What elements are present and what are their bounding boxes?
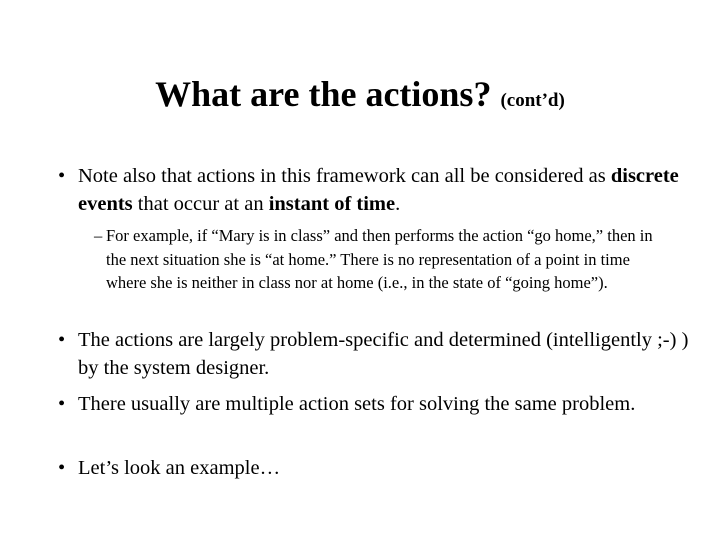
- slide-title: [0, 72, 720, 123]
- bullet-text-part: .: [395, 193, 401, 215]
- bullet-item-2: [58, 326, 698, 382]
- bullet-symbol: •: [58, 393, 66, 415]
- bullet-item-3: [58, 390, 698, 418]
- bullet-text: There usually are multiple action sets for solving the same problem.: [78, 393, 636, 415]
- bullet-item-4: [58, 454, 698, 482]
- sub-bullet-symbol: –: [94, 226, 103, 245]
- sub-bullet-text: For example, if “Mary is in class” and then performs the action “go home,” then in the next situation she is “at home.” There is no representation of a point in time where she is neither in class nor at home (i.e., in the state of “going home”).: [106, 226, 653, 292]
- bullet-text: [58, 162, 698, 218]
- bullet-symbol: •: [58, 329, 66, 351]
- bullet-text: Let’s look an example…: [78, 457, 281, 479]
- bullet-text-part: that occur at an: [132, 193, 269, 215]
- bullet-item-1: [58, 162, 698, 218]
- bullet-text: The actions are largely problem-specific and determined (intelligently ;-) ) by the system designer.: [78, 329, 689, 379]
- bullet-bold-term: instant of time: [268, 193, 396, 215]
- bullet-bold-term: discrete events: [78, 165, 679, 215]
- slide-title-main: What are the actions?: [155, 74, 492, 114]
- sub-bullet-item: [94, 224, 674, 295]
- slide-title-suffix: (cont’d): [500, 90, 565, 111]
- bullet-symbol: •: [58, 165, 66, 187]
- bullet-text-part: Note also that actions in this framework can all be considered as: [78, 165, 611, 187]
- bullet-symbol: •: [58, 457, 66, 479]
